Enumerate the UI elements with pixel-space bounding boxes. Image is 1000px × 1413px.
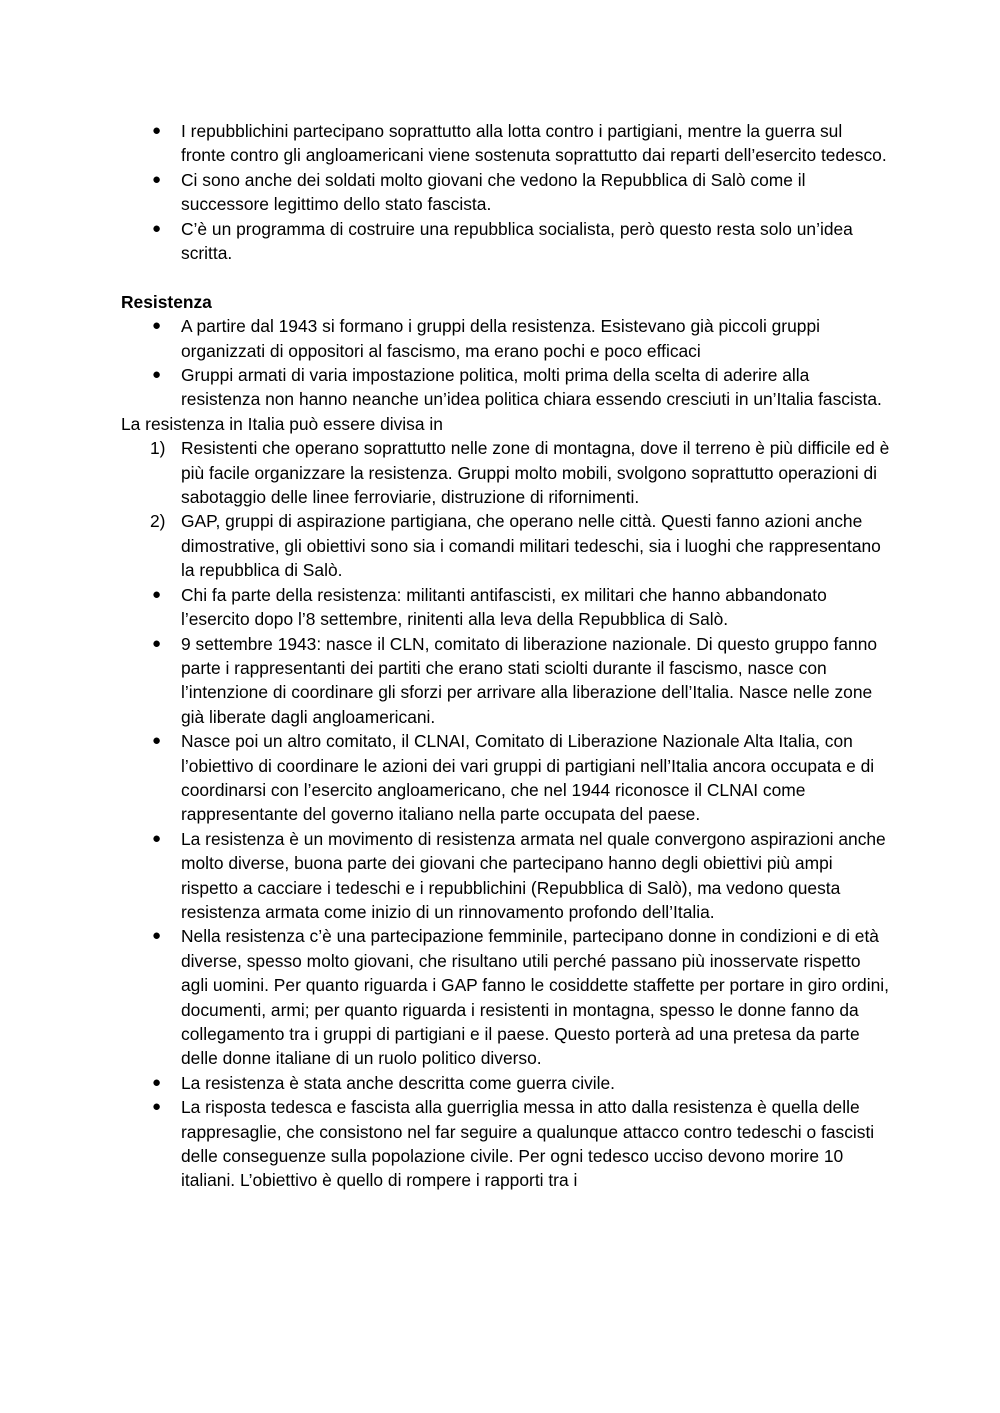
list-item <box>121 729 891 827</box>
bullet-icon: ● <box>152 317 162 335</box>
list-item-text: C’è un programma di costruire una repubblica socialista, però questo resta solo un’idea scritta. <box>181 218 853 264</box>
bullet-icon: ● <box>152 122 162 139</box>
item-number: 2) <box>150 511 166 532</box>
bullet-icon: ● <box>152 927 162 945</box>
list-item-text: Nella resistenza c’è una partecipazione femminile, partecipano donne in condizioni e di età diverse, spesso molto giovani, che risultano utili perché passano più inosservate rispetto agli uomini. Per quanto riguarda i GAP fanno le cosiddette staffette per portare in giro ordini, documenti, armi; per quanto riguarda i resistenti in montagna, spesso le donne fanno da collegamento tra i gruppi di partigiani e il paese. Questo porterà ad una pretesa da parte delle donne italiane di un ruolo politico diverso. <box>181 926 889 1069</box>
list-item-text: Chi fa parte della resistenza: militanti antifascisti, ex militari che hanno abbandonato l’esercito dopo l’8 settembre, rinitenti alla leva della Repubblica di Salò. <box>181 584 827 630</box>
list-item <box>121 583 891 632</box>
list-item-text: Resistenti che operano soprattutto nelle zone di montagna, dove il terreno è più difficile ed è più facile organizzare la resistenza. Gruppi molto mobili, svolgono soprattutto operazioni di sabotaggio delle linee ferroviarie, distruzione di rifornimenti. <box>181 438 890 508</box>
document-body <box>121 119 891 1193</box>
list-item-text: La risposta tedesca e fascista alla guerriglia messa in atto dalla resistenza è quella delle rappresaglie, che consistono nel far seguire a qualunque attacco contro tedeschi o fascisti delle conseguenze sulla popolazione civile. Per ogni tedesco ucciso devono morire 10 italiani. L’obiettivo è quello di rompere i rapporti tra i <box>181 1097 875 1191</box>
bullet-icon: ● <box>152 1073 162 1091</box>
list-item <box>121 168 891 217</box>
more-bullet-list <box>121 583 891 1193</box>
bullet-icon: ● <box>152 1098 162 1116</box>
numbered-item <box>121 436 891 509</box>
list-item <box>121 827 891 925</box>
numbered-list <box>121 436 891 582</box>
bullet-icon: ● <box>152 732 162 750</box>
section-heading: Resistenza <box>121 291 212 312</box>
bullet-icon: ● <box>152 585 162 603</box>
list-item <box>121 924 891 1070</box>
paragraph-spacer <box>121 265 891 289</box>
list-item <box>121 217 891 266</box>
bullet-icon: ● <box>152 829 162 847</box>
list-item-text: Gruppi armati di varia impostazione politica, molti prima della scelta di aderire alla resistenza non hanno neanche un’idea politica chiara essendo cresciuti in un’Italia fascista. <box>181 365 882 410</box>
bullet-icon: ● <box>152 634 162 652</box>
item-number: 1) <box>150 438 166 459</box>
bullet-icon: ● <box>152 170 162 188</box>
bullet-icon: ● <box>152 366 162 384</box>
numbered-item <box>121 509 891 582</box>
list-item <box>121 363 891 412</box>
list-item <box>121 1095 891 1193</box>
list-item <box>121 632 891 730</box>
list-item-text: GAP, gruppi di aspirazione partigiana, che operano nelle città. Questi fanno azioni anche dimostrative, gli obiettivi sono sia i comandi militari tedeschi, sia i luoghi che rappresentano la repubblica di Salò. <box>181 511 881 581</box>
intro-line: La resistenza in Italia può essere divisa in <box>121 413 443 434</box>
intro-bullet-list <box>121 119 891 265</box>
section-bullet-list <box>121 314 891 412</box>
list-item <box>121 1071 891 1095</box>
list-item-text: A partire dal 1943 si formano i gruppi della resistenza. Esistevano già piccoli gruppi organizzati di oppositori al fascismo, ma erano pochi e poco efficaci <box>181 316 820 361</box>
list-item-text: La resistenza è stata anche descritta come guerra civile. <box>181 1072 616 1093</box>
list-item-text: La resistenza è un movimento di resistenza armata nel quale convergono aspirazioni anche molto diverse, buona parte dei giovani che partecipano hanno degli obiettivi più ampi rispetto a cacciare i tedeschi e i repubblichini (Repubblica di Salò), ma vedono questa resistenza armata come inizio di un rinnovamento profondo dell’Italia. <box>181 828 886 922</box>
list-item-text: Ci sono anche dei soldati molto giovani che vedono la Repubblica di Salò come il successore legittimo dello stato fascista. <box>181 169 806 215</box>
list-item-text: 9 settembre 1943: nasce il CLN, comitato di liberazione nazionale. Di questo gruppo fanno parte i rappresentanti dei partiti che erano stati sciolti durante il fascismo, nasce con l’intenzione di coordinare gli sforzi per arrivare alla liberazione dell’Italia. Nasce nelle zone già liberate dagli angloamericani. <box>181 633 878 727</box>
bullet-icon: ● <box>152 219 162 237</box>
list-item <box>121 119 891 168</box>
list-item-text: I repubblichini partecipano soprattutto alla lotta contro i partigiani, mentre la guerra sul fronte contro gli angloamericani viene sostenuta soprattutto dai reparti dell’esercito tedesco. <box>181 121 887 166</box>
list-item-text: Nasce poi un altro comitato, il CLNAI, Comitato di Liberazione Nazionale Alta Italia, con l’obiettivo di coordinare le azioni dei vari gruppi di partigiani nell’Italia ancora occupata e di coordinarsi con l’esercito angloamericano, che nel 1944 riconosce il CLNAI come rappresentante del governo italiano nella parte occupata del paese. <box>181 731 875 825</box>
list-item <box>121 314 891 363</box>
